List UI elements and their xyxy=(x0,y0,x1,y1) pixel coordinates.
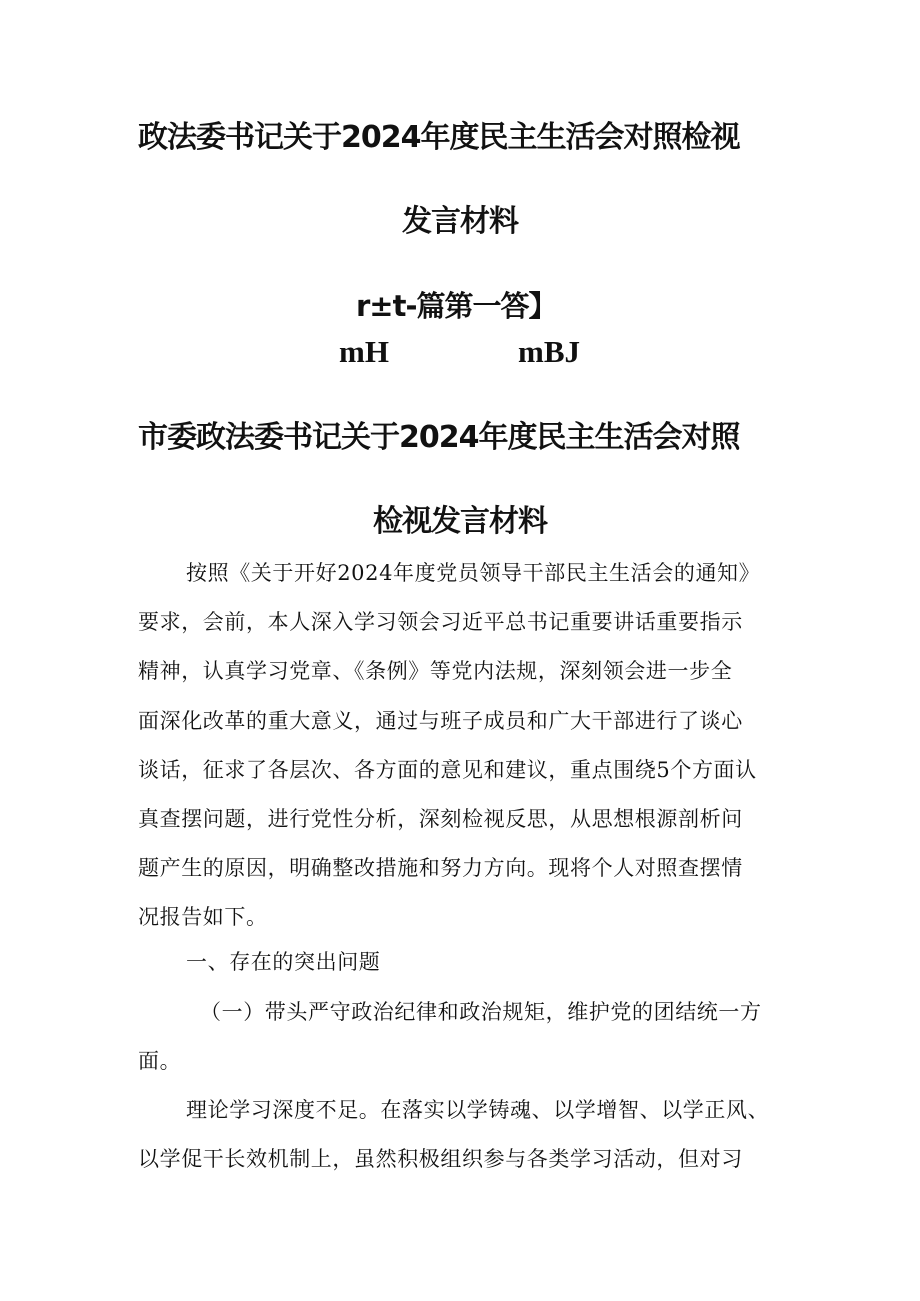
ocr-garble-left: mH xyxy=(339,334,389,369)
subsection-heading: （一）带头严守政治纪律和政治规矩，维护党的团结统一方 xyxy=(200,1000,762,1024)
document-title-line-1: 政法委书记关于2024年度民主生活会对照检视 xyxy=(138,120,740,155)
body-line: 面。 xyxy=(138,1049,182,1073)
body-line: 真查摆问题，进行党性分析，深刻检视反思，从思想根源剖析问 xyxy=(138,807,743,831)
section-heading: 一、存在的突出问题 xyxy=(186,950,381,974)
body-line: 况报告如下。 xyxy=(138,905,268,929)
body-line: 按照《关于开好2024年度党员领导干部民主生活会的通知》 xyxy=(186,561,761,585)
body-line: 面深化改革的重大意义，通过与班子成员和广大干部进行了谈心 xyxy=(138,709,743,733)
ocr-garble-right: mBJ xyxy=(518,334,580,369)
subtitle-line-1: 市委政法委书记关于2024年度民主生活会对照 xyxy=(138,420,740,455)
body-line: 以学促干长效机制上，虽然积极组织参与各类学习活动，但对习 xyxy=(138,1147,743,1171)
body-line: 题产生的原因，明确整改措施和努力方向。现将个人对照查摆情 xyxy=(138,856,743,880)
body-line: 要求，会前，本人深入学习领会习近平总书记重要讲话重要指示 xyxy=(138,610,743,634)
subtitle-line-2: 检视发言材料 xyxy=(373,504,547,539)
body-line: 精神，认真学习党章、《条例》等党内法规，深刻领会进一步全 xyxy=(138,659,733,683)
body-line: 谈话，征求了各层次、各方面的意见和建议，重点围绕5个方面认 xyxy=(138,758,757,782)
body-line: 理论学习深度不足。在落实以学铸魂、以学增智、以学正风、 xyxy=(186,1098,770,1122)
document-title-line-2: 发言材料 xyxy=(402,204,518,239)
ocr-garble-line-1: r±t-篇第一答】 xyxy=(356,289,557,323)
